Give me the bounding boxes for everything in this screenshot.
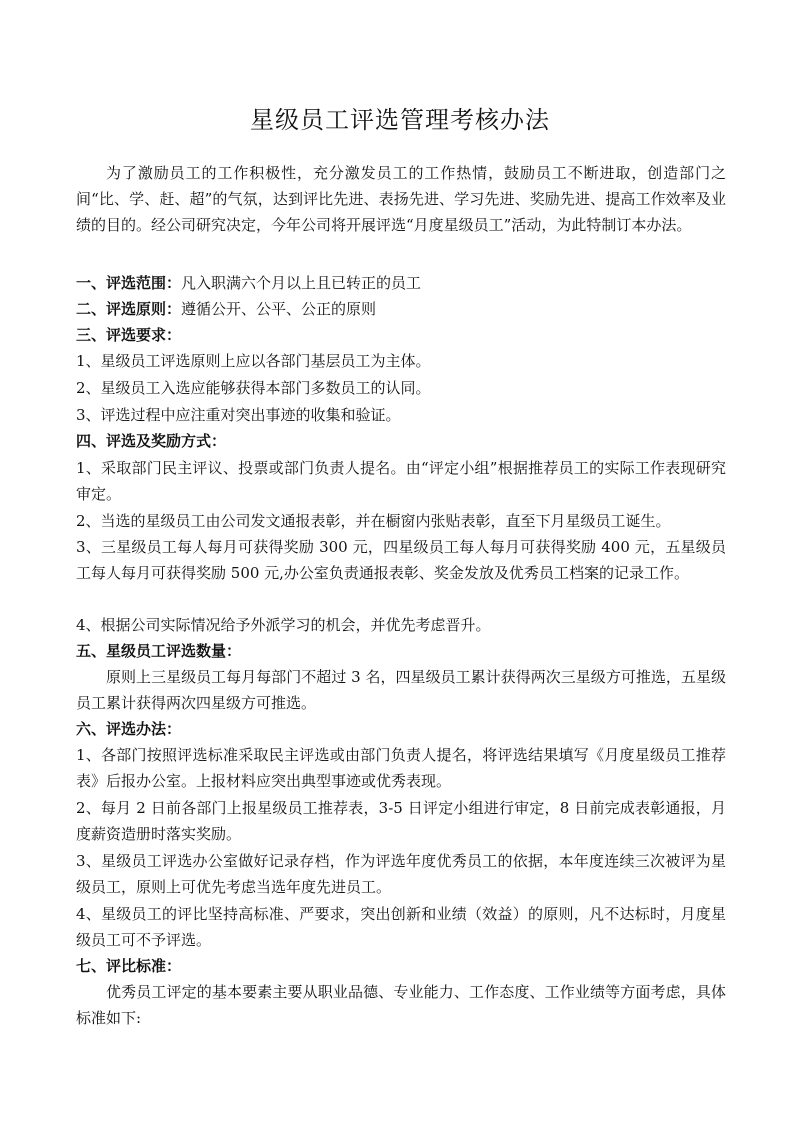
section-7-text: 优秀员工评定的基本要素主要从职业品德、专业能力、工作态度、工作业绩等方面考虑，具体标准如下: [76, 983, 726, 1027]
section-6-item-4: 4、星级员工的评比坚持高标准、严要求，突出创新和业绩（效益）的原则，凡不达标时，月度星级员工可不予评选。 [76, 905, 726, 949]
section-4-heading: 四、评选及奖励方式： [76, 432, 227, 450]
section-3-heading: 三、评选要求： [76, 326, 182, 344]
section-5-heading: 五、星级员工评选数量： [76, 642, 242, 660]
section-7-heading: 七、评比标准： [76, 957, 182, 975]
section-3-item-2: 2、星级员工入选应能够获得本部门多数员工的认同。 [76, 379, 431, 397]
section-1 [76, 270, 736, 296]
section-3-item-1: 1、星级员工评选原则上应以各部门基层员工为主体。 [76, 352, 431, 370]
section-1-text: 凡入职满六个月以上且已转正的员工 [181, 274, 422, 292]
section-6-item-3: 3、星级员工评选办公室做好记录存档，作为评选年度优秀员工的依据，本年度连续三次被评为星级员工，原则上可优先考虑当选年度先进员工。 [76, 852, 726, 896]
section-5-text: 原则上三星级员工每月每部门不超过 3 名，四星级员工累计获得两次三星级方可推选，五星级员工累计获得两次四星级方可推选。 [76, 668, 726, 712]
intro-paragraph: 为了激励员工的工作积极性，充分激发员工的工作热情，鼓励员工不断进取，创造部门之间“比、学、赶、超”的气氛，达到评比先进、表扬先进、学习先进、奖励先进、提高工作效率及业绩的目的。经公司研究决定，今年公司将开展评选“月度星级员工”活动，为此特制订本办法。 [76, 164, 726, 234]
section-2-heading: 二、评选原则： [76, 300, 182, 318]
section-6-item-2: 2、每月 2 日前各部门上报星级员工推荐表，3-5 日评定小组进行审定，8 日前完成表彰通报，月度薪资造册时落实奖励。 [76, 799, 726, 843]
document-title: 星级员工评选管理考核办法 [250, 106, 550, 134]
section-4-item-3: 3、三星级员工每人每月可获得奖励 300 元，四星级员工每人每月可获得奖励 400 元，五星级员工每人每月可获得奖励 500 元,办公室负责通报表彰、奖金发放及优秀员工档案的记录工作。 [76, 538, 726, 582]
section-2-text: 遵循公开、公平、公正的原则 [181, 300, 377, 318]
section-3-item-3: 3、评选过程中应注重对突出事迹的收集和验证。 [76, 406, 401, 424]
section-4-item-4: 4、根据公司实际情况给予外派学习的机会，并优先考虑晋升。 [76, 616, 491, 634]
section-6-heading: 六、评选办法： [76, 720, 182, 738]
section-4-item-1: 1、采取部门民主评议、投票或部门负责人提名。由“评定小组”根据推荐员工的实际工作表现研究审定。 [76, 459, 726, 503]
section-2 [76, 296, 736, 322]
section-1-heading: 一、评选范围： [76, 274, 182, 292]
section-4-item-2: 2、当选的星级员工由公司发文通报表彰，并在橱窗内张贴表彰，直至下月星级员工诞生。 [76, 512, 671, 530]
section-6-item-1: 1、各部门按照评选标准采取民主评选或由部门负责人提名，将评选结果填写《月度星级员工推荐表》后报办公室。上报材料应突出典型事迹或优秀表现。 [76, 746, 726, 790]
